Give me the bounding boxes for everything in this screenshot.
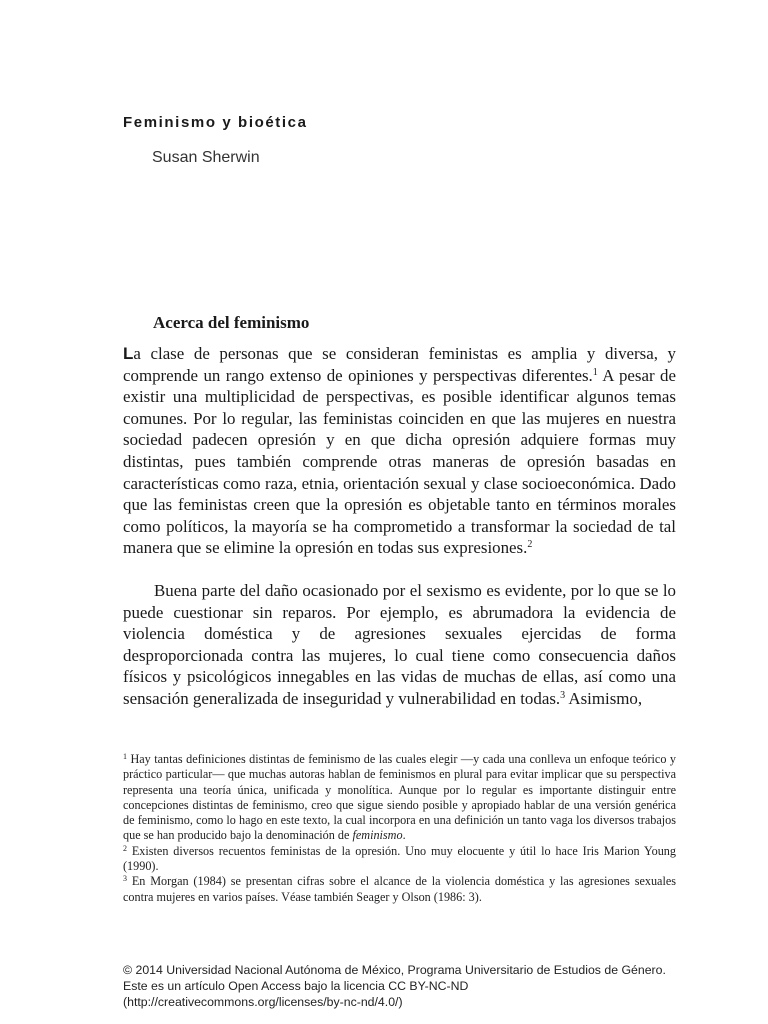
license-link[interactable]: http://creativecommons.org/licenses/by-nc-nd/4.0/ [127,995,399,1009]
paragraph-text: a clase de personas que se consideran feministas es amplia y diversa, y comprende un rango extenso de opiniones y perspectivas diferentes. [123,344,676,385]
footnote-text: . [402,828,406,843]
footnote-marker: 2 [123,843,127,853]
paren-close: ) [398,995,403,1009]
footnote-text: En Morgan (1984) se presentan cifras sobre el alcance de la violencia doméstica y las agresiones sexuales contra mujeres en varios países. Véase también Seager y Olson (1986: 3). [123,874,676,904]
footnote-ref-2[interactable]: 2 [527,539,533,551]
footnote-3 [123,874,676,905]
paren-open: ( [123,995,128,1009]
footnote-text: Existen diversos recuentos feministas de la opresión. Uno muy elocuente y útil lo hace Iris Marion Young (1990). [123,843,676,874]
section-heading: Acerca del feminismo [153,313,310,332]
footnote-1 [123,752,676,844]
footnote-ref-3[interactable]: 3 [560,689,566,701]
license-line: Este es un artículo Open Access bajo la licencia CC BY-NC-ND [123,979,469,993]
paragraph-text: A pesar de existir una multiplicidad de perspectivas, es posible identificar algunos temas comunes. Por lo regular, las feministas coinciden en que las mujeres en nuestra sociedad padecen opresión y en que dicha opresión adquiere formas muy distintas, pues también comprende otras maneras de opresión basadas en características como raza, etnia, orientación sexual y clase socioeconómica. Dado que las feministas creen que la opresión es objetable tanto en términos morales como políticos, la mayoría se ha comprometido a transformar la sociedad de tal manera que se elimine la opresión en todas sus expresiones. [123,365,676,558]
body-paragraph-2 [123,580,676,710]
footnote-ref-1[interactable]: 1 [592,366,598,378]
footnote-text: Hay tantas definiciones distintas de feminismo de las cuales elegir —y cada una conlleva un enfoque teórico y práctico particular— que muchas autoras hablan de feminismos en plural para evitar implicar que su perspectiva representa una teoría única, unificada y monolítica. Aunque por lo regular es importante distinguir entre concepciones distintas de feminismo, creo que sigue siendo posible y apropiado hablar de una versión genérica de feminismo, como lo hago en este texto, la cual incorpora en una definición un tanto vaga los diversos trabajos que se han producido bajo la denominación de [123,752,676,843]
paragraph-text: Buena parte del daño ocasionado por el sexismo es evidente, por lo que se lo puede cuestionar sin reparos. Por ejemplo, es abrumadora la evidencia de violencia doméstica y de agresiones sexuales ejercidas de forma desproporcionada contra las mujeres, lo cual tiene como consecuencia daños físicos y psicológicos innegables en las vidas de muchas de ellas, así como una sensación generalizada de inseguridad y vulnerabilidad en todas. [123,581,676,708]
license-url-line [123,994,723,1010]
footnote-marker: 3 [123,874,127,884]
license-block [123,962,723,1010]
footnote-italic: feminismo [352,828,403,843]
footnotes [123,752,676,905]
paragraph-text: Asimismo, [565,688,643,708]
copyright-line: © 2014 Universidad Nacional Autónoma de México, Programa Universitario de Estudios de Género. [123,963,666,977]
footnote-marker: 1 [123,752,127,761]
drop-cap: L [123,344,134,363]
footnote-2 [123,844,676,875]
author-name: Susan Sherwin [152,149,260,166]
article-title: Feminismo y bioética [123,114,308,131]
body-paragraph-1 [123,343,676,559]
